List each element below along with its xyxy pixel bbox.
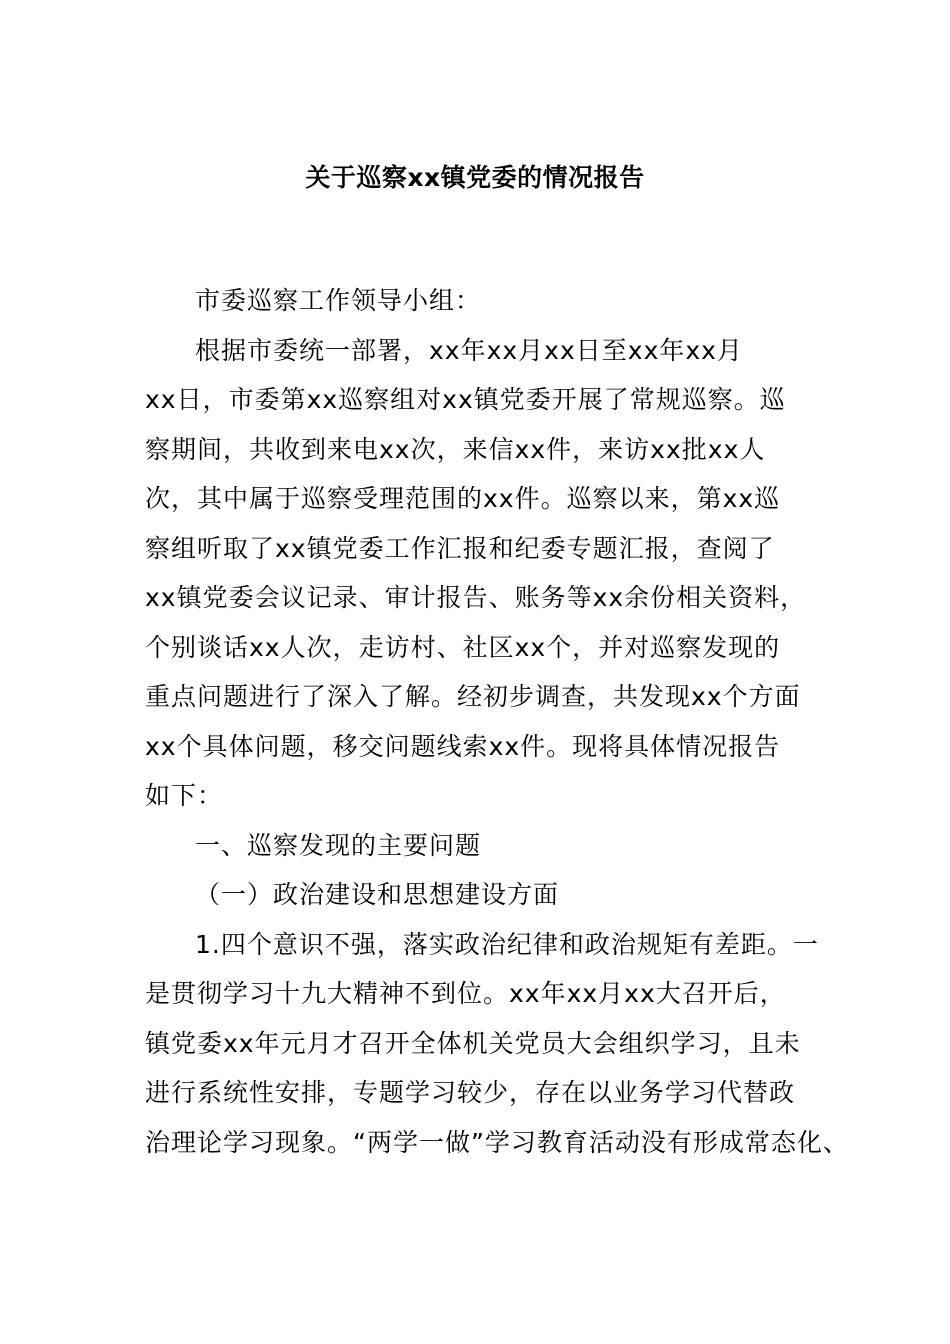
body-line: 治理论学习现象。“两学一做”学习教育活动没有形成常态化、: [145, 1127, 849, 1157]
body-line: xx日，市委第xx巡察组对xx镇党委开展了常规巡察。巡: [145, 385, 786, 414]
section-heading: 一、巡察发现的主要问题: [195, 830, 482, 860]
body-line: 根据市委统一部署，xx年xx月xx日至xx年xx月: [195, 335, 743, 365]
body-line: 1.四个意识不强，落实政治纪律和政治规矩有差距。一: [195, 929, 819, 959]
body-line: 察期间，共收到来电xx次，来信xx件，来访xx批xx人: [145, 434, 766, 464]
body-line: 重点问题进行了深入了解。经初步调查，共发现xx个方面: [145, 682, 801, 711]
subsection-heading: （一）政治建设和思想建设方面: [195, 880, 560, 909]
document-body: [145, 276, 849, 1167]
body-line: 察组听取了xx镇党委工作汇报和纪委专题汇报，查阅了: [145, 533, 775, 563]
body-line: 次，其中属于巡察受理范围的xx件。巡察以来，第xx巡: [145, 484, 781, 513]
body-line: 镇党委xx年元月才召开全体机关党员大会组织学习，且未: [145, 1028, 801, 1058]
body-line: xx个具体问题，移交问题线索xx件。现将具体情况报告: [145, 731, 781, 761]
body-line: 如下：: [145, 781, 224, 810]
salutation: 市委巡察工作领导小组：: [195, 286, 482, 315]
document-title: 关于巡察xx镇党委的情况报告: [305, 163, 645, 192]
body-line: xx镇党委会议记录、审计报告、账务等xx余份相关资料，: [145, 583, 807, 612]
body-line: 个别谈话xx人次，走访村、社区xx个，并对巡察发现的: [145, 632, 781, 662]
body-line: 是贯彻学习十九大精神不到位。xx年xx月xx大召开后，: [145, 979, 786, 1008]
body-line: 进行系统性安排，专题学习较少，存在以业务学习代替政: [145, 1078, 796, 1107]
